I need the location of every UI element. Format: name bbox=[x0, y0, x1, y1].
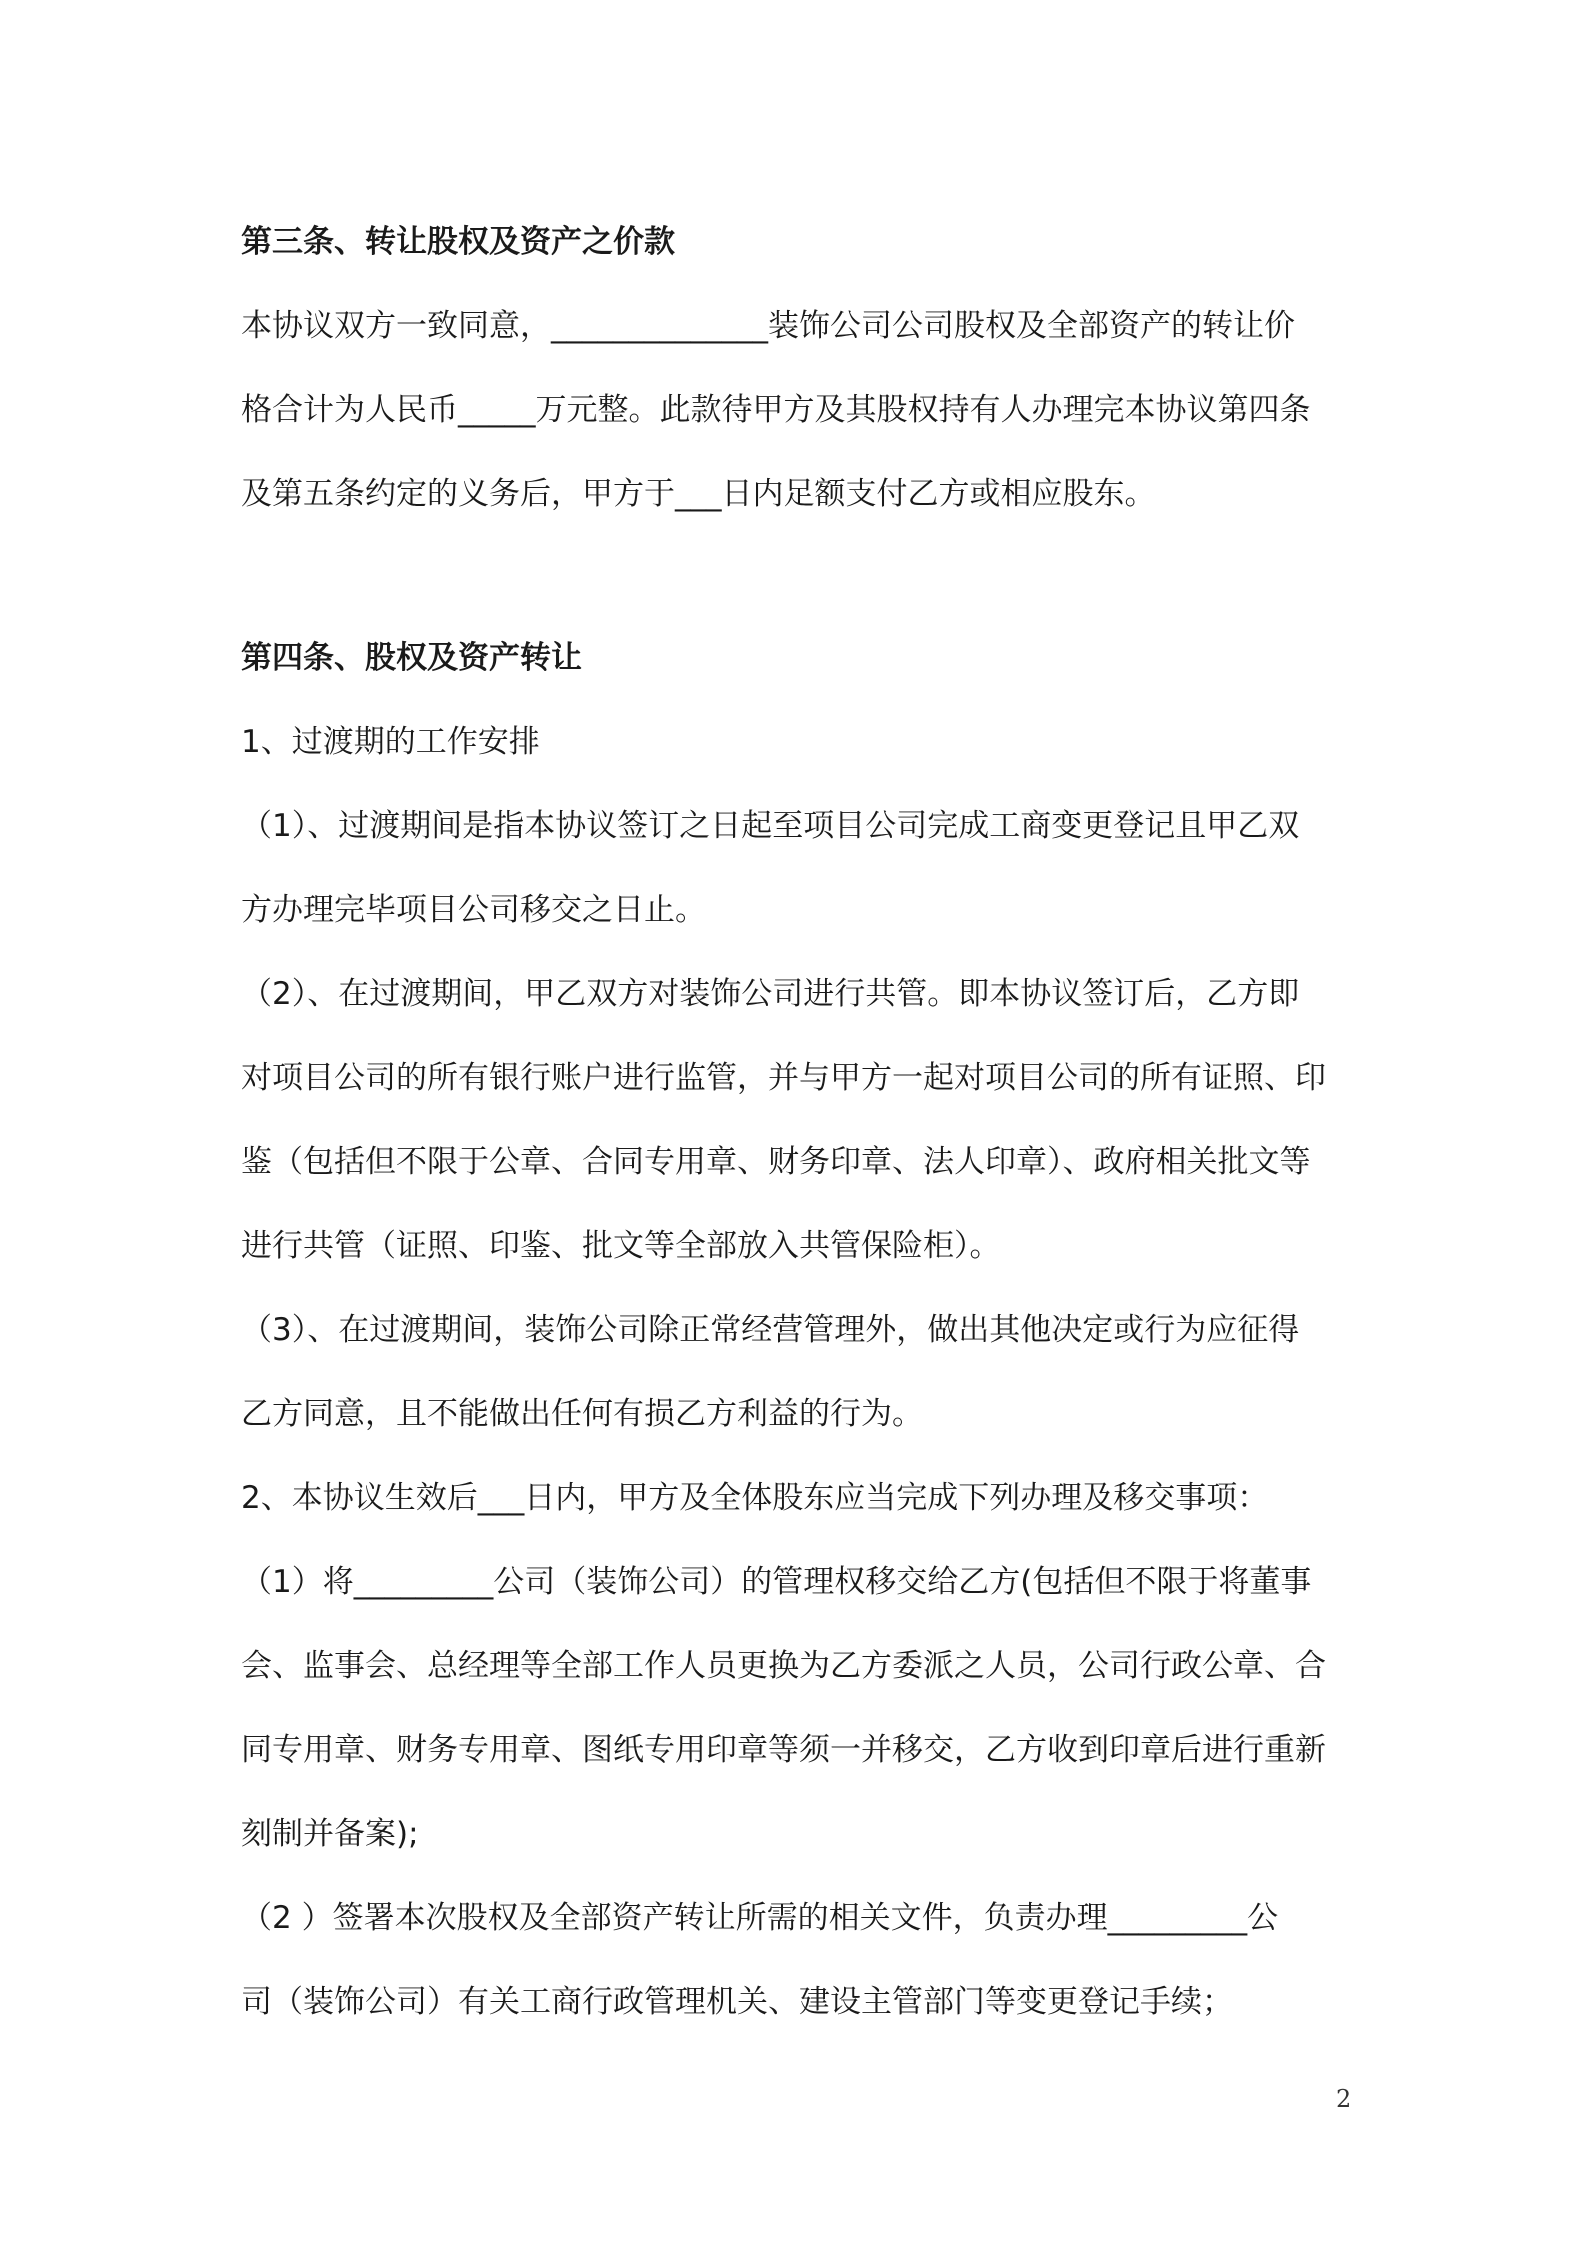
article-4-section bbox=[241, 616, 1356, 2044]
item-2-sub-2 bbox=[241, 1876, 1356, 2044]
section-spacer bbox=[241, 536, 1356, 616]
text-line: 对项目公司的所有银行账户进行监管，并与甲方一起对项目公司的所有证照、印 bbox=[241, 1060, 1326, 1096]
text-line: 刻制并备案); bbox=[241, 1816, 419, 1852]
article-4-heading: 第四条、股权及资产转让 bbox=[241, 640, 582, 676]
text-line: （2 ）签署本次股权及全部资产转让所需的相关文件，负责办理_________公 bbox=[241, 1900, 1279, 1936]
article-3-section bbox=[241, 200, 1356, 536]
text-line: 本协议双方一致同意，______________装饰公司公司股权及全部资产的转让价 bbox=[241, 308, 1295, 344]
text-line: 方办理完毕项目公司移交之日止。 bbox=[241, 892, 706, 928]
item-1-title: 1、过渡期的工作安排 bbox=[241, 724, 540, 760]
text-line: （1）、过渡期间是指本协议签订之日起至项目公司完成工商变更登记且甲乙双 bbox=[241, 808, 1300, 844]
text-line: （2）、在过渡期间，甲乙双方对装饰公司进行共管。即本协议签订后，乙方即 bbox=[241, 976, 1300, 1012]
item-1-sub-3 bbox=[241, 1288, 1356, 1456]
article-3-heading: 第三条、转让股权及资产之价款 bbox=[241, 224, 675, 260]
text-line: 及第五条约定的义务后，甲方于___日内足额支付乙方或相应股东。 bbox=[241, 476, 1156, 512]
text-line: 司（装饰公司）有关工商行政管理机关、建设主管部门等变更登记手续； bbox=[241, 1984, 1233, 2020]
item-1-sub-2 bbox=[241, 952, 1356, 1288]
item-1-sub-1 bbox=[241, 784, 1356, 952]
text-line: （3）、在过渡期间，装饰公司除正常经营管理外，做出其他决定或行为应征得 bbox=[241, 1312, 1300, 1348]
page-number: 2 bbox=[1336, 2085, 1352, 2113]
article-3-paragraph bbox=[241, 284, 1356, 536]
text-line: 乙方同意，且不能做出任何有损乙方利益的行为。 bbox=[241, 1396, 923, 1432]
text-line: 会、监事会、总经理等全部工作人员更换为乙方委派之人员，公司行政公章、合 bbox=[241, 1648, 1326, 1684]
text-line: 格合计为人民币_____万元整。此款待甲方及其股权持有人办理完本协议第四条 bbox=[241, 392, 1311, 428]
text-line: 进行共管（证照、印鉴、批文等全部放入共管保险柜）。 bbox=[241, 1228, 1001, 1264]
text-line: 同专用章、财务专用章、图纸专用印章等须一并移交，乙方收到印章后进行重新 bbox=[241, 1732, 1326, 1768]
document-body bbox=[241, 200, 1356, 2044]
text-line: 鉴（包括但不限于公章、合同专用章、财务印章、法人印章）、政府相关批文等 bbox=[241, 1144, 1311, 1180]
item-2-title: 2、本协议生效后___日内，甲方及全体股东应当完成下列办理及移交事项： bbox=[241, 1480, 1269, 1516]
item-2-sub-1 bbox=[241, 1540, 1356, 1876]
text-line: （1）将_________公司（装饰公司）的管理权移交给乙方(包括但不限于将董事 bbox=[241, 1564, 1312, 1600]
